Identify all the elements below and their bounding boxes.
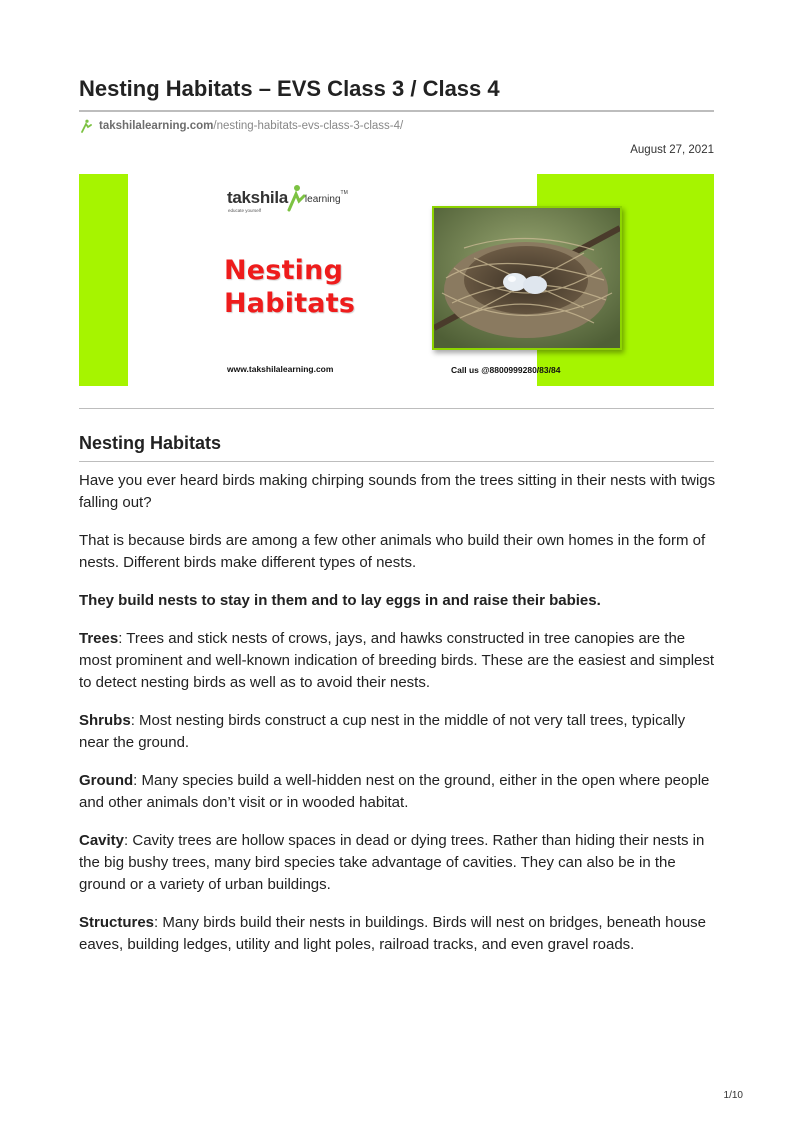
page-title: Nesting Habitats – EVS Class 3 / Class 4 — [79, 76, 500, 101]
article-body — [79, 470, 719, 972]
habitat-description: : Many species build a well-hidden nest on the ground, either in the open where people and other animals don’t visit or in wooded habitat. — [79, 772, 710, 811]
habitat-description: : Trees and stick nests of crows, jays, and hawks constructed in tree canopies are the most prominent and well-known indication of breeding birds. These are the easiest and simplest to detect nesting birds as well as to avoid their nests. — [79, 630, 715, 691]
habitat-description: : Most nesting birds construct a cup nest in the middle of not very tall trees, typically near the ground. — [79, 712, 686, 751]
banner-call-number: Call us @8800999280/83/84 — [451, 365, 561, 375]
habitat-term: Trees — [79, 630, 119, 647]
habitat-description: : Cavity trees are hollow spaces in dead or dying trees. Rather than hiding their nests in the big bushy trees, many bird species take advantage of cavities. They can also be in the ground or a variety of urban buildings. — [79, 832, 705, 893]
habitat-term: Ground — [79, 772, 134, 789]
title-divider — [79, 110, 714, 112]
source-domain[interactable]: takshilalearning.com — [99, 120, 214, 132]
source-link[interactable] — [79, 118, 403, 134]
intro-paragraph-1: Have you ever heard birds making chirping sounds from the trees sitting in their nests with twigs falling out? — [79, 472, 716, 511]
habitat-item-structures — [79, 912, 719, 956]
publish-date: August 27, 2021 — [630, 144, 714, 156]
habitat-term: Structures — [79, 914, 155, 931]
featured-banner-image — [79, 174, 714, 386]
logo-brand-suffix: learning — [304, 194, 341, 205]
site-favicon-icon — [79, 119, 93, 133]
bold-statement — [79, 590, 719, 612]
section-heading: Nesting Habitats — [79, 433, 222, 453]
banner-website: www.takshilalearning.com — [227, 364, 334, 374]
logo-trademark: TM — [340, 190, 348, 196]
logo-figure-icon — [286, 184, 306, 212]
banner-heading — [224, 254, 355, 320]
habitat-description: : Many birds build their nests in buildings. Birds will nest on bridges, beneath house eaves, building ledges, utility and light poles, railroad tracks, and even gravel roads. — [79, 914, 707, 953]
habitat-item-shrubs — [79, 710, 719, 754]
logo-brand-text: takshila — [227, 188, 288, 207]
section-divider — [79, 408, 714, 409]
page-number: 1/10 — [723, 1090, 743, 1101]
banner-accent-left — [79, 174, 128, 386]
logo-tagline: educate yourself — [228, 208, 262, 213]
habitat-item-ground — [79, 770, 719, 814]
nest-illustration — [434, 208, 620, 348]
banner-heading-line2: Habitats — [224, 288, 356, 319]
bold-statement-text: They build nests to stay in them and to lay eggs in and raise their babies. — [79, 592, 601, 609]
intro-paragraph-2: That is because birds are among a few other animals who build their own homes in the form of nests. Different birds make different types of nests. — [79, 532, 706, 571]
source-path[interactable]: /nesting-habitats-evs-class-3-class-4/ — [213, 120, 404, 132]
habitat-term: Shrubs — [79, 712, 131, 729]
takshila-logo — [227, 188, 348, 218]
banner-heading-line1: Nesting — [224, 255, 344, 286]
nest-photo — [432, 206, 622, 350]
section-heading-divider — [79, 461, 714, 462]
habitat-item-trees — [79, 628, 719, 694]
habitat-term: Cavity — [79, 832, 125, 849]
habitat-item-cavity — [79, 830, 719, 896]
